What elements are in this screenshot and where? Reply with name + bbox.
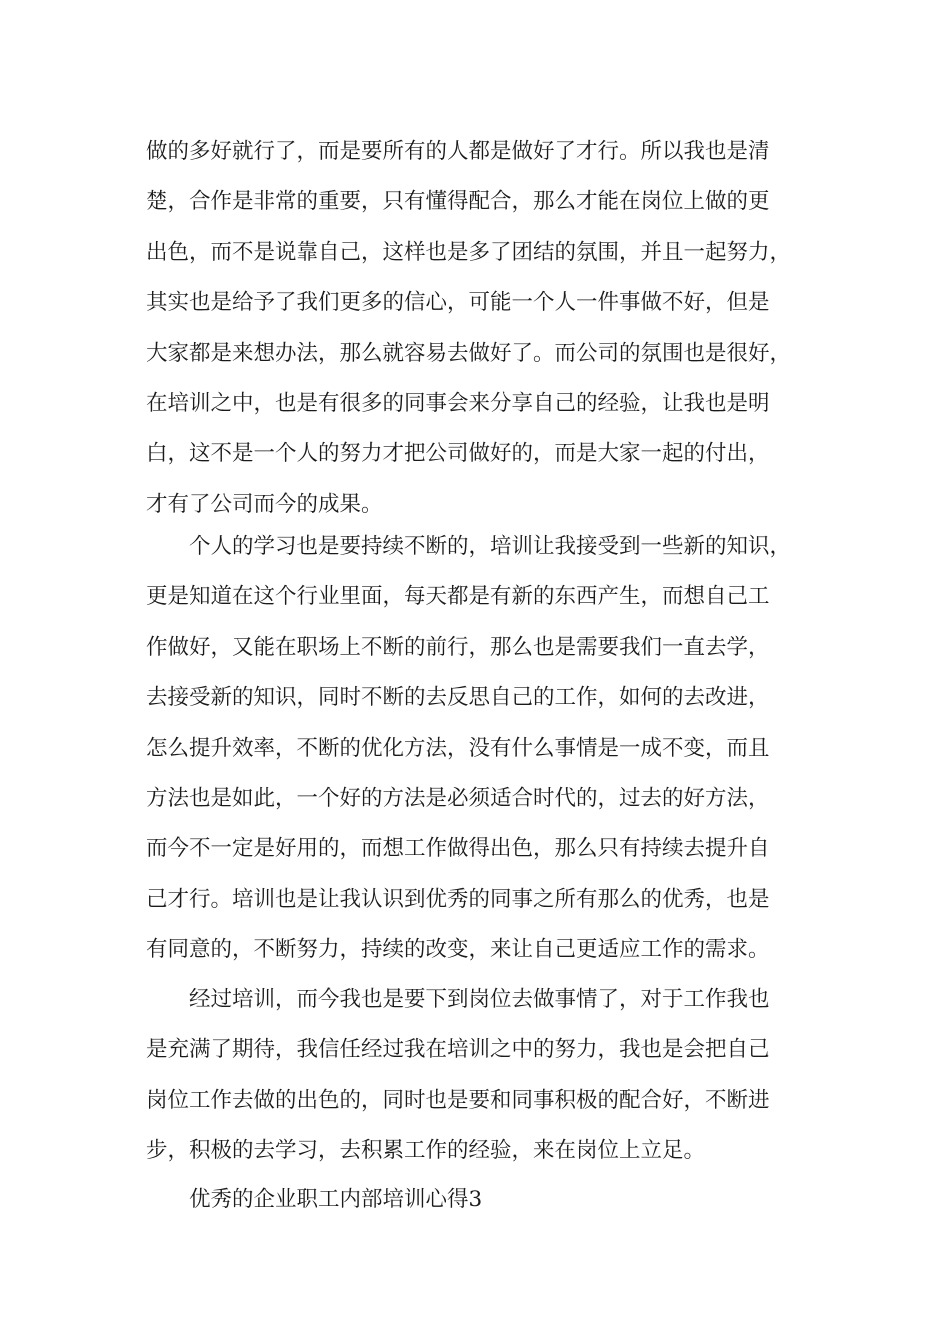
paragraph-2 <box>146 522 826 976</box>
paragraph-line: 楚，合作是非常的重要，只有懂得配合，那么才能在岗位上做的更 <box>146 189 770 215</box>
paragraph-line: 有同意的，不断努力，持续的改变，来让自己更适应工作的需求。 <box>146 937 770 963</box>
paragraph-line: 其实也是给予了我们更多的信心，可能一个人一件事做不好，但是 <box>146 290 770 316</box>
paragraph-line: 做的多好就行了，而是要所有的人都是做好了才行。所以我也是清 <box>146 139 770 164</box>
paragraph-line: 岗位工作去做的出色的，同时也是要和同事积极的配合好，不断进 <box>146 1087 770 1113</box>
paragraph-line: 才有了公司而今的成果。 <box>146 491 383 517</box>
paragraph-3 <box>146 975 826 1177</box>
paragraph-line: 怎么提升效率，不断的优化方法，没有什么事情是一成不变，而且 <box>146 735 770 761</box>
paragraph-line: 而今不一定是好用的，而想工作做得出色，那么只有持续去提升自 <box>146 836 770 862</box>
section-heading-text: 优秀的企业职工内部培训心得3 <box>189 1187 483 1212</box>
paragraph-line: 在培训之中，也是有很多的同事会来分享自己的经验，让我也是明 <box>146 390 770 416</box>
section-heading <box>146 1175 826 1225</box>
paragraph-line: 去接受新的知识，同时不断的去反思自己的工作，如何的去改进， <box>146 685 770 711</box>
paragraph-line: 是充满了期待，我信任经过我在培训之中的努力，我也是会把自己 <box>146 1037 770 1063</box>
paragraph-line: 经过培训，而今我也是要下到岗位去做事情了，对于工作我也 <box>189 987 770 1012</box>
paragraph-line: 个人的学习也是要持续不断的，培训让我接受到一些新的知识， <box>189 534 792 559</box>
paragraph-line: 出色，而不是说靠自己，这样也是多了团结的氛围，并且一起努力， <box>146 239 792 265</box>
paragraph-line: 方法也是如此，一个好的方法是必须适合时代的，过去的好方法， <box>146 785 770 811</box>
paragraph-line: 步，积极的去学习，去积累工作的经验，来在岗位上立足。 <box>146 1138 706 1164</box>
paragraph-line: 大家都是来想办法，那么就容易去做好了。而公司的氛围也是很好， <box>146 340 792 366</box>
paragraph-line: 更是知道在这个行业里面，每天都是有新的东西产生，而想自己工 <box>146 584 770 610</box>
paragraph-1 <box>146 127 826 530</box>
paragraph-line: 作做好，又能在职场上不断的前行，那么也是需要我们一直去学， <box>146 634 770 660</box>
paragraph-line: 己才行。培训也是让我认识到优秀的同事之所有那么的优秀，也是 <box>146 886 770 912</box>
paragraph-line: 白，这不是一个人的努力才把公司做好的，而是大家一起的付出， <box>146 441 770 467</box>
